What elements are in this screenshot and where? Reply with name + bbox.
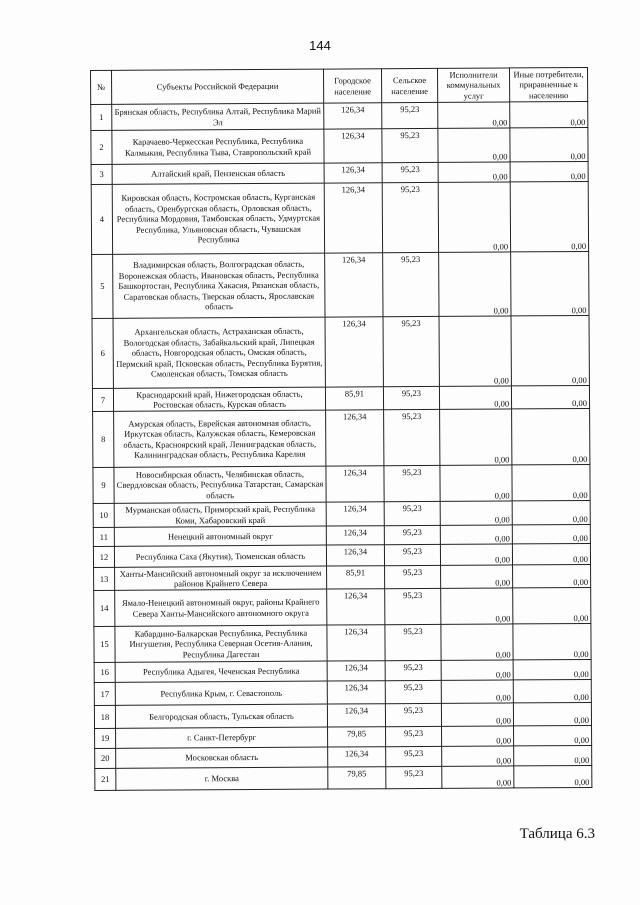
table-header-row <box>91 67 588 104</box>
row-other-value: 0,00 <box>510 127 588 161</box>
table-row <box>91 101 588 130</box>
row-other-value: 0,00 <box>514 725 592 745</box>
row-number: 17 <box>94 682 115 705</box>
row-utility-value: 0,00 <box>438 102 510 128</box>
row-utility-value: 0,00 <box>440 525 512 544</box>
row-urban-value: 126,34 <box>325 317 383 387</box>
row-other-value: 0,00 <box>512 543 590 564</box>
row-urban-value: 126,34 <box>324 163 382 183</box>
row-subjects: Краснодарский край, Нижегородская область, Ростовская область, Курская область <box>113 387 325 411</box>
row-rural-value: 95,23 <box>386 746 442 766</box>
row-rural-value: 95,23 <box>384 525 440 544</box>
row-other-value: 0,00 <box>513 679 591 702</box>
row-utility-value: 0,00 <box>440 544 512 565</box>
header-utility: Исполнители коммунальных услуг <box>437 68 509 102</box>
row-other-value: 0,00 <box>514 765 592 787</box>
row-rural-value: 95,23 <box>382 102 438 128</box>
table-body <box>91 101 592 790</box>
row-urban-value: 126,34 <box>326 502 384 526</box>
row-urban-value: 126,34 <box>327 681 385 704</box>
row-utility-value: 0,00 <box>439 386 511 409</box>
row-number: 14 <box>94 590 115 626</box>
row-rural-value: 95,23 <box>386 766 442 788</box>
row-subjects: Республика Саха (Якутия), Тюменская область <box>114 545 326 567</box>
row-subjects: Новосибирская область, Челябинская область, Свердловская область, Республика Татарстан, Самарская область <box>114 466 326 503</box>
row-number: 7 <box>92 388 113 411</box>
row-number: 4 <box>91 184 112 254</box>
row-other-value: 0,00 <box>512 464 590 500</box>
row-number: 11 <box>93 527 114 546</box>
row-rural-value: 95,23 <box>383 252 439 316</box>
row-utility-value: 0,00 <box>441 624 513 660</box>
row-other-value: 0,00 <box>513 623 591 659</box>
header-urban: Городское население <box>323 69 381 103</box>
row-other-value: 0,00 <box>510 101 588 127</box>
row-number: 6 <box>92 318 113 388</box>
row-rural-value: 95,23 <box>383 316 439 386</box>
table-row <box>94 702 591 728</box>
row-rural-value: 95,23 <box>384 465 440 501</box>
row-number: 18 <box>94 705 115 728</box>
row-other-value: 0,00 <box>511 315 589 385</box>
row-subjects: Республика Адыгея, Чеченская Республика <box>115 661 327 682</box>
row-subjects: Ямало-Ненецкий автономный округ, районы Крайнего Севера Ханты-Мансийского автономного округа <box>115 589 327 626</box>
row-subjects: Ненецкий автономный округ <box>114 526 326 546</box>
row-number: 3 <box>91 164 112 184</box>
row-subjects: Карачаево-Черкесская Республика, Республика Калмыкия, Республика Тыва, Ставропольский край <box>112 129 324 164</box>
table-caption: Таблица 6.3 <box>519 826 595 842</box>
row-utility-value: 0,00 <box>441 680 513 703</box>
row-other-value: 0,00 <box>513 659 591 679</box>
row-rural-value: 95,23 <box>384 501 440 525</box>
row-urban-value: 126,34 <box>324 129 382 163</box>
header-num: № <box>91 70 112 104</box>
row-rural-value: 95,23 <box>385 588 441 624</box>
row-rural-value: 95,23 <box>385 565 441 588</box>
row-number: 15 <box>94 626 115 662</box>
row-utility-value: 0,00 <box>442 726 514 746</box>
row-other-value: 0,00 <box>510 181 588 251</box>
row-number: 10 <box>93 503 114 527</box>
row-subjects: Республика Крым, г. Севастополь <box>115 681 327 705</box>
row-urban-value: 126,34 <box>326 545 384 566</box>
table-row <box>93 500 590 527</box>
row-number: 5 <box>92 254 113 318</box>
row-urban-value: 85,91 <box>325 387 383 410</box>
page-number: 144 <box>309 38 331 53</box>
row-rural-value: 95,23 <box>385 660 441 680</box>
row-urban-value: 126,34 <box>327 661 385 681</box>
row-utility-value: 0,00 <box>439 316 511 386</box>
row-rural-value: 95,23 <box>382 162 438 182</box>
header-subjects: Субъекты Российской Федерации <box>112 69 324 104</box>
row-other-value: 0,00 <box>510 161 588 181</box>
row-urban-value: 126,34 <box>327 704 385 727</box>
row-urban-value: 79,85 <box>328 767 386 789</box>
row-other-value: 0,00 <box>513 587 591 623</box>
row-subjects: Амурская область, Еврейская автономная область, Иркутская область, Калужская область, Кемеровская область, Красноярский край, Ленинградская область, Калининградская область, Республика Карелия <box>114 410 326 467</box>
row-subjects: г. Санкт-Петербург <box>116 727 328 748</box>
row-number: 21 <box>95 768 116 790</box>
row-subjects: Брянская область, Республика Алтай, Республика Марий Эл <box>112 103 324 130</box>
row-subjects: Мурманская область, Приморский край, Республика Коми, Хабаровский край <box>114 502 326 527</box>
table-row <box>94 564 591 590</box>
header-other: Иные потребители, приравненные к населению <box>509 67 587 101</box>
row-rural-value: 95,23 <box>382 182 438 252</box>
row-other-value: 0,00 <box>514 745 592 765</box>
row-other-value: 0,00 <box>512 524 590 543</box>
row-urban-value: 126,34 <box>327 625 385 661</box>
row-number: 19 <box>95 728 116 748</box>
header-rural: Сельское население <box>381 68 437 102</box>
row-rural-value: 95,23 <box>383 386 439 409</box>
row-subjects: Московская область <box>116 747 328 768</box>
row-number: 13 <box>94 567 115 590</box>
row-rural-value: 95,23 <box>386 726 442 746</box>
row-rural-value: 95,23 <box>384 409 440 465</box>
row-number: 12 <box>93 546 114 567</box>
row-urban-value: 126,34 <box>324 183 382 253</box>
row-subjects: Кабардино-Балкарская Республика, Республика Ингушетия, Республика Северная Осетия-Алания, Республика Дагестан <box>115 625 327 662</box>
table-row <box>92 251 589 318</box>
row-urban-value: 85,91 <box>327 566 385 589</box>
table-row <box>94 679 591 705</box>
table-row <box>93 543 590 567</box>
row-number: 9 <box>93 467 114 503</box>
row-urban-value: 126,34 <box>327 589 385 625</box>
row-number: 16 <box>94 662 115 682</box>
row-urban-value: 126,34 <box>328 747 386 767</box>
row-subjects: Белгородская область, Тульская область <box>115 704 327 728</box>
row-number: 1 <box>91 104 112 130</box>
row-urban-value: 126,34 <box>326 526 384 545</box>
row-urban-value: 126,34 <box>326 410 384 466</box>
row-other-value: 0,00 <box>511 385 589 408</box>
row-rural-value: 95,23 <box>382 128 438 162</box>
table-row <box>92 315 589 388</box>
row-utility-value: 0,00 <box>441 703 513 726</box>
row-subjects: Кировская область, Костромская область, Курганская область, Оренбургская область, Орловская область, Республика Мордовия, Тамбовская область, Удмуртская Республика, Ульяновская область, Чувашская Республика <box>112 183 324 254</box>
row-rural-value: 95,23 <box>385 624 441 660</box>
row-urban-value: 126,34 <box>325 253 383 317</box>
row-other-value: 0,00 <box>513 702 591 725</box>
table-row <box>93 408 590 467</box>
row-other-value: 0,00 <box>512 500 590 524</box>
row-utility-value: 0,00 <box>438 182 510 252</box>
row-subjects: г. Москва <box>116 767 328 790</box>
row-utility-value: 0,00 <box>442 766 514 788</box>
row-rural-value: 95,23 <box>385 680 441 703</box>
row-utility-value: 0,00 <box>440 409 512 465</box>
row-other-value: 0,00 <box>512 408 590 464</box>
row-utility-value: 0,00 <box>442 746 514 766</box>
table-row <box>93 464 590 503</box>
row-subjects: Ханты-Мансийский автономный округ за исключением районов Крайнего Севера <box>115 566 327 590</box>
row-urban-value: 126,34 <box>326 466 384 502</box>
table-row <box>95 765 592 790</box>
row-utility-value: 0,00 <box>441 565 513 588</box>
table-row <box>94 587 591 626</box>
row-utility-value: 0,00 <box>441 588 513 624</box>
row-subjects: Архангельская область, Астраханская область, Вологодская область, Забайкальский край, Липецкая область, Новгородская область, Омская область, Пермский край, Псковская область, Республика Бурятия, Смоленская область, Томская область <box>113 317 325 388</box>
row-number: 2 <box>91 130 112 164</box>
row-utility-value: 0,00 <box>439 252 511 316</box>
table-row <box>91 127 588 164</box>
table-row <box>94 623 591 662</box>
row-utility-value: 0,00 <box>440 501 512 525</box>
row-other-value: 0,00 <box>513 564 591 587</box>
row-utility-value: 0,00 <box>440 465 512 501</box>
row-utility-value: 0,00 <box>441 660 513 680</box>
row-urban-value: 79,85 <box>328 727 386 747</box>
row-utility-value: 0,00 <box>438 128 510 162</box>
row-subjects: Владимирская область, Волгоградская область, Воронежская область, Ивановская область, Республика Башкортостан, Республика Хакасия, Рязанская область, Саратовская область, Тверская область, Ярославская область <box>113 253 325 318</box>
row-number: 8 <box>93 411 114 467</box>
row-subjects: Алтайский край, Пензенская область <box>112 163 324 184</box>
row-number: 20 <box>95 748 116 768</box>
tariff-table <box>90 67 592 791</box>
row-urban-value: 126,34 <box>324 103 382 129</box>
row-rural-value: 95,23 <box>384 544 440 565</box>
row-rural-value: 95,23 <box>385 703 441 726</box>
row-other-value: 0,00 <box>511 251 589 315</box>
table-row <box>91 181 588 254</box>
table-row <box>92 385 589 411</box>
row-utility-value: 0,00 <box>438 162 510 182</box>
